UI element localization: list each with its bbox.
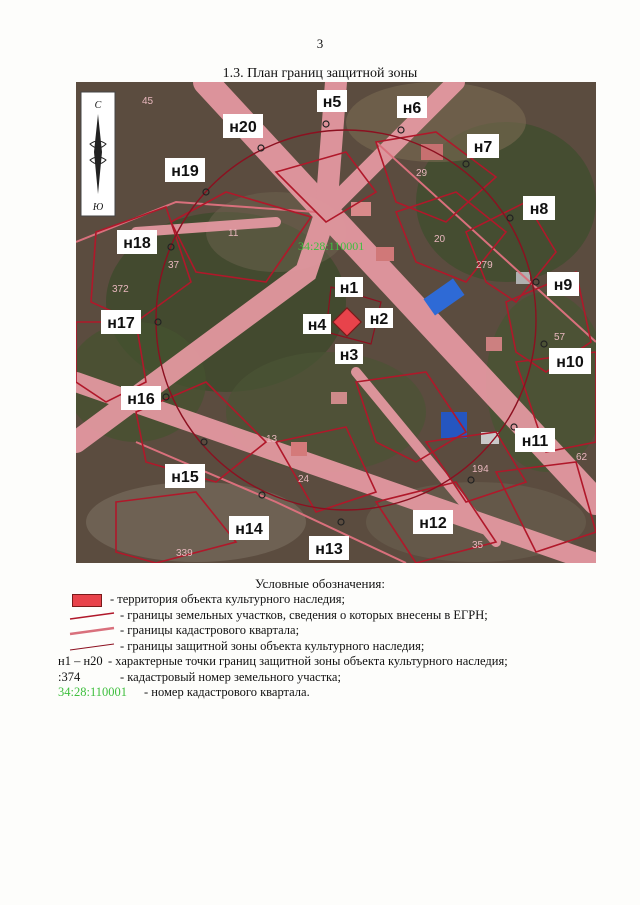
point-label-n4: н4	[307, 317, 327, 334]
legend	[58, 592, 618, 701]
page-number: 3	[316, 36, 324, 51]
parcel-number: 24	[298, 474, 310, 485]
point-label-n10: н10	[556, 354, 584, 371]
legend-item-text: - территория объекта культурного наследия;	[110, 592, 346, 606]
point-label-n19: н19	[171, 163, 199, 180]
parcel-number: 35	[472, 540, 484, 551]
point-label-n17: н17	[107, 315, 135, 332]
parcel-number: 13	[266, 434, 278, 445]
parcel-number: 20	[434, 234, 446, 245]
point-label-n11: н11	[521, 433, 549, 450]
compass	[81, 92, 115, 216]
point-label-n12: н12	[419, 515, 447, 532]
parcel-number: 11	[228, 228, 239, 239]
compass-north-label: С	[94, 100, 102, 111]
point-label-n1: н1	[339, 280, 359, 297]
parcel-number: 57	[554, 332, 566, 343]
compass-south-label: Ю	[92, 202, 104, 213]
legend-item-key: 34:28:110001	[58, 685, 127, 699]
legend-item-text: - кадастровый номер земельного участка;	[120, 669, 341, 684]
legend-item-text: - номер кадастрового квартала.	[144, 685, 310, 699]
legend-item-zone-borders	[58, 639, 618, 655]
heritage-territory-swatch-icon	[72, 594, 102, 607]
legend-item-parcel-borders	[58, 608, 618, 624]
point-label-n15: н15	[171, 469, 199, 486]
satellite-map	[76, 82, 596, 563]
parcel-number: 339	[176, 548, 193, 559]
legend-item-parcel-number	[58, 670, 618, 686]
point-label-n13: н13	[315, 541, 343, 558]
parcel-number: 372	[112, 284, 129, 295]
zone-border-line-icon	[68, 639, 116, 654]
point-label-n16: н16	[127, 391, 155, 408]
point-label-n5: н5	[322, 94, 342, 111]
legend-item-quarter-number	[58, 685, 618, 701]
point-label-n6: н6	[402, 100, 422, 117]
legend-item-key: :374	[58, 669, 81, 684]
parcel-number: 279	[476, 260, 493, 271]
legend-item-heritage-territory	[58, 592, 618, 608]
legend-item-text: - границы защитной зоны объекта культурного наследия;	[120, 638, 425, 653]
parcel-border-line-icon	[68, 608, 116, 623]
map-canvas	[76, 82, 596, 563]
quarter-border-line-icon	[68, 623, 116, 638]
legend-item-key: н1 – н20	[58, 654, 103, 668]
parcel-number: 45	[142, 96, 154, 107]
parcel-number: 29	[416, 168, 428, 179]
legend-item-characteristic-points	[58, 654, 618, 670]
point-label-n2: н2	[369, 311, 389, 328]
point-label-n7: н7	[473, 139, 493, 156]
point-label-n9: н9	[553, 277, 573, 294]
quarter-number-label: 34:28:110001	[298, 239, 365, 253]
page-title: 1.3. План границ защитной зоны	[222, 66, 418, 81]
legend-item-text: - границы земельных участков, сведения о которых внесены в ЕГРН;	[120, 607, 488, 622]
parcel-number: 62	[576, 452, 588, 463]
parcel-number: 37	[168, 260, 180, 271]
point-label-n14: н14	[235, 521, 263, 538]
point-label-n20: н20	[229, 119, 257, 136]
point-label-n3: н3	[339, 347, 359, 364]
legend-item-quarter-borders	[58, 623, 618, 639]
point-label-n8: н8	[529, 201, 549, 218]
legend-item-text: - границы кадастрового квартала;	[120, 623, 300, 637]
legend-title: Условные обозначения:	[254, 576, 386, 591]
legend-item-text: - характерные точки границ защитной зоны объекта культурного наследия;	[108, 654, 508, 668]
parcel-number: 194	[472, 464, 489, 475]
point-label-n18: н18	[123, 235, 151, 252]
